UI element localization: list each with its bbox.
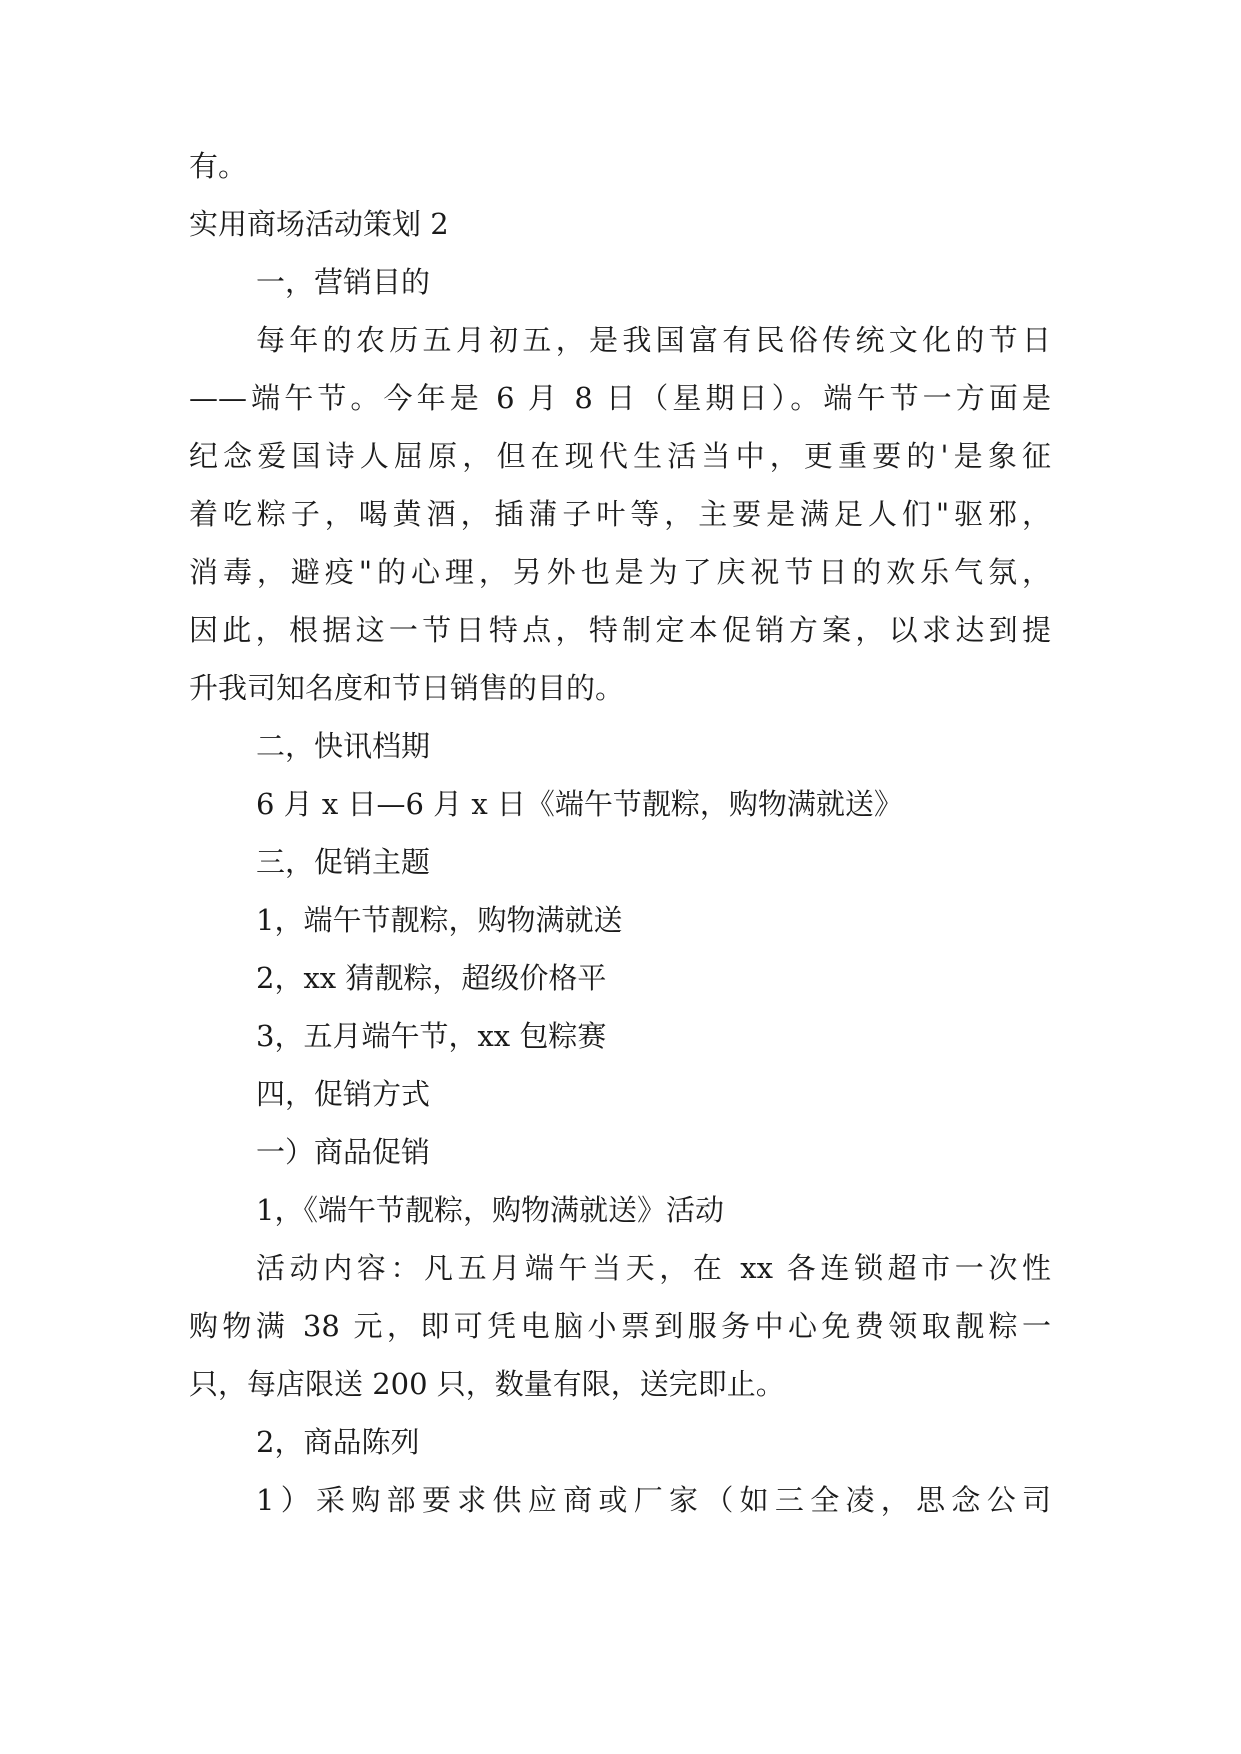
- list-item: 2，xx 猜靓粽，超级价格平: [256, 961, 607, 995]
- list-item: 1，《端午节靓粽，购物满就送》活动: [256, 1193, 724, 1227]
- text-line: 只，每店限送 200 只，数量有限，送完即止。: [189, 1367, 785, 1401]
- text-line: 每年的农历五月初五，是我国富有民俗传统文化的节日: [256, 323, 1051, 357]
- paragraph-display: [189, 1471, 1051, 1529]
- text-line: 活动内容：凡五月端午当天，在 xx 各连锁超市一次性: [256, 1251, 1051, 1285]
- list-item: 1，端午节靓粽，购物满就送: [256, 903, 623, 937]
- text-line: ——端午节。今年是 6 月 8 日（星期日）。端午节一方面是: [189, 381, 1051, 415]
- text-line: 有。: [189, 149, 248, 183]
- heading-promotion-theme: 三，促销主题: [256, 845, 431, 879]
- list-item: 2，商品陈列: [256, 1425, 420, 1459]
- heading-schedule: 二，快讯档期: [256, 729, 431, 763]
- document-body: [189, 137, 1051, 1529]
- heading-promotion-method: 四，促销方式: [256, 1077, 431, 1111]
- list-item: 3，五月端午节，xx 包粽赛: [256, 1019, 607, 1053]
- paragraph-marketing-goal: [189, 311, 1051, 717]
- paragraph-activity-content: [189, 1239, 1051, 1413]
- section-title: 实用商场活动策划 2: [189, 207, 449, 241]
- text-line: 消毒，避疫"的心理，另外也是为了庆祝节日的欢乐气氛，: [189, 555, 1051, 589]
- text-line: 因此，根据这一节日特点，特制定本促销方案，以求达到提: [189, 613, 1051, 647]
- subheading-product-promotion: 一）商品促销: [256, 1135, 431, 1169]
- text-line: 着吃粽子，喝黄酒，插蒲子叶等，主要是满足人们"驱邪，: [189, 497, 1051, 531]
- text-line: 升我司知名度和节日销售的目的。: [189, 671, 625, 705]
- heading-marketing-goal: 一，营销目的: [256, 265, 431, 299]
- text-line: 6 月 x 日—6 月 x 日《端午节靓粽，购物满就送》: [256, 787, 903, 821]
- text-line: 1）采购部要求供应商或厂家（如三全凌，思念公司: [256, 1483, 1051, 1517]
- text-line: 购物满 38 元，即可凭电脑小票到服务中心免费领取靓粽一: [189, 1309, 1051, 1343]
- text-line: 纪念爱国诗人屈原，但在现代生活当中，更重要的'是象征: [189, 439, 1051, 473]
